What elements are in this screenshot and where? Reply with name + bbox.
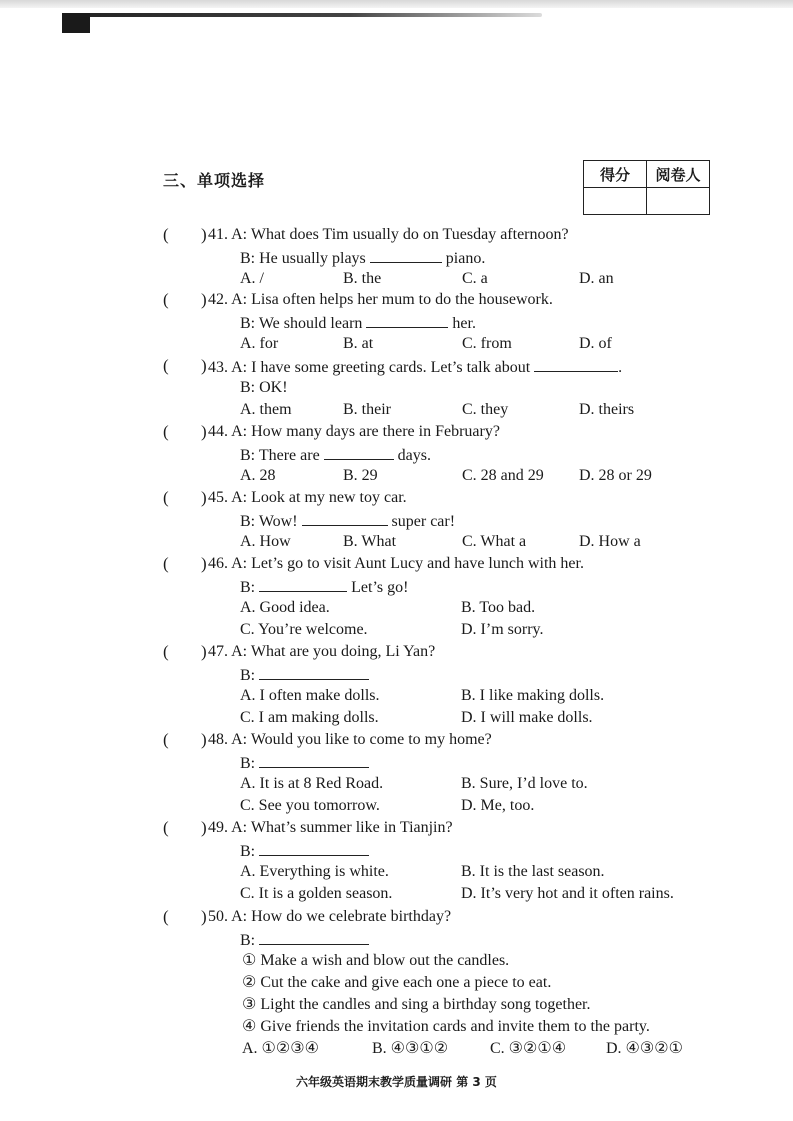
question-line-a: [208, 817, 453, 839]
option-b[interactable]: B. at: [343, 335, 374, 352]
answer-parentheses[interactable]: ( ): [163, 422, 207, 441]
question-line-b: [240, 575, 408, 597]
option-c[interactable]: C. 28 and 29: [462, 467, 544, 484]
response-prefix: B:: [240, 667, 256, 684]
question-line-b: [240, 663, 373, 685]
question-line-a: [208, 906, 451, 928]
question-number: 50.: [208, 908, 228, 925]
option-b[interactable]: B. It is the last season.: [461, 863, 605, 880]
answer-parentheses[interactable]: ( ): [163, 730, 207, 749]
response-suffix: days.: [397, 447, 431, 464]
option-d[interactable]: D. How a: [579, 533, 641, 550]
option-d[interactable]: D. ④③②①: [606, 1040, 683, 1057]
option-a[interactable]: A. 28: [240, 467, 276, 484]
option-d[interactable]: D. I will make dolls.: [461, 709, 593, 726]
answer-blank[interactable]: [259, 839, 369, 856]
response-prefix: B: He usually plays: [240, 250, 366, 267]
option-c[interactable]: C. from: [462, 335, 512, 352]
answer-parentheses[interactable]: ( ): [163, 356, 207, 375]
option-d[interactable]: D. theirs: [579, 401, 635, 418]
question-line-a: [208, 289, 553, 311]
response-prefix: B:: [240, 843, 256, 860]
response-suffix: piano.: [445, 250, 486, 267]
answer-blank[interactable]: [370, 246, 442, 263]
option-b[interactable]: B. Too bad.: [461, 599, 536, 616]
option-a[interactable]: A. them: [240, 401, 292, 418]
question-prompt: A: Lisa often helps her mum to do the housework.: [231, 291, 553, 308]
answer-parentheses[interactable]: ( ): [163, 290, 207, 309]
question-prompt: A: What are you doing, Li Yan?: [231, 643, 436, 660]
question-prompt: A: Look at my new toy car.: [231, 489, 407, 506]
answer-parentheses[interactable]: ( ): [163, 225, 207, 244]
section-title: 三、单项选择: [163, 171, 266, 190]
response-prefix: B: We should learn: [240, 315, 363, 332]
question-prompt: A: Would you like to come to my home?: [231, 731, 492, 748]
option-b[interactable]: B. What: [343, 533, 397, 550]
option-c[interactable]: C. What a: [462, 533, 527, 550]
response-suffix: Let’s go!: [351, 579, 409, 596]
answer-blank[interactable]: [259, 575, 347, 592]
response-prefix: B: There are: [240, 447, 320, 464]
answer-blank[interactable]: [324, 443, 394, 460]
question-prompt: A: How do we celebrate birthday?: [231, 908, 452, 925]
question-prompt: A: What does Tim usually do on Tuesday afternoon?: [231, 226, 569, 243]
option-b[interactable]: B. ④③①②: [372, 1040, 449, 1057]
answer-parentheses[interactable]: ( ): [163, 554, 207, 573]
response-prefix: B:: [240, 932, 256, 949]
question-line-b: [240, 751, 373, 773]
question-line-a: [208, 729, 492, 751]
question-line-b: [240, 839, 373, 861]
option-d[interactable]: D. I’m sorry.: [461, 621, 544, 638]
answer-parentheses[interactable]: ( ): [163, 907, 207, 926]
answer-blank[interactable]: [534, 355, 618, 372]
response-prefix: B:: [240, 579, 256, 596]
question-line-a: [208, 224, 569, 246]
answer-parentheses[interactable]: ( ): [163, 818, 207, 837]
answer-blank[interactable]: [366, 311, 448, 328]
option-d[interactable]: D. an: [579, 270, 614, 287]
option-c[interactable]: C. It is a golden season.: [240, 885, 393, 902]
step-item: ② Cut the cake and give each one a piece to eat.: [242, 974, 552, 991]
question-number: 49.: [208, 819, 228, 836]
question-prompt: A: I have some greeting cards. Let’s talk about: [231, 359, 531, 376]
question-line-b: [240, 509, 455, 531]
option-a[interactable]: A. I often make dolls.: [240, 687, 380, 704]
option-c[interactable]: C. See you tomorrow.: [240, 797, 380, 814]
question-line-b: [240, 443, 431, 465]
prompt-end: .: [618, 359, 623, 376]
question-number: 43.: [208, 359, 228, 376]
response-suffix: her.: [452, 315, 476, 332]
option-d[interactable]: D. It’s very hot and it often rains.: [461, 885, 674, 902]
question-line-a: [208, 487, 407, 509]
step-item: ③ Light the candles and sing a birthday song together.: [242, 996, 591, 1013]
question-line-a: [208, 355, 622, 377]
question-line-a: [208, 641, 435, 663]
question-line-b: [240, 311, 476, 333]
answer-blank[interactable]: [302, 509, 388, 526]
option-a[interactable]: A. Everything is white.: [240, 863, 389, 880]
option-a[interactable]: A. Good idea.: [240, 599, 330, 616]
response-prefix: B: OK!: [240, 379, 288, 396]
step-item: ④ Give friends the invitation cards and invite them to the party.: [242, 1018, 650, 1035]
question-prompt: A: Let’s go to visit Aunt Lucy and have lunch with her.: [231, 555, 584, 572]
question-number: 45.: [208, 489, 228, 506]
question-number: 44.: [208, 423, 228, 440]
option-a[interactable]: A. for: [240, 335, 279, 352]
question-line-b: [240, 928, 373, 950]
option-d[interactable]: D. 28 or 29: [579, 467, 652, 484]
question-number: 48.: [208, 731, 228, 748]
option-c[interactable]: C. a: [462, 270, 488, 287]
question-number: 47.: [208, 643, 228, 660]
option-a[interactable]: A. /: [240, 270, 264, 287]
question-prompt: A: How many days are there in February?: [231, 423, 500, 440]
option-b[interactable]: B. I like making dolls.: [461, 687, 605, 704]
response-prefix: B:: [240, 755, 256, 772]
question-number: 42.: [208, 291, 228, 308]
question-number: 41.: [208, 226, 228, 243]
option-d[interactable]: D. of: [579, 335, 612, 352]
answer-blank[interactable]: [259, 928, 369, 945]
answer-blank[interactable]: [259, 751, 369, 768]
page-footer: 六年级英语期末教学质量调研 第 3 页: [296, 1075, 497, 1089]
question-line-b: [240, 246, 485, 268]
answer-blank[interactable]: [259, 663, 369, 680]
option-d[interactable]: D. Me, too.: [461, 797, 535, 814]
answer-parentheses[interactable]: ( ): [163, 488, 207, 507]
score-label: 得分: [584, 161, 647, 188]
option-c[interactable]: C. I am making dolls.: [240, 709, 379, 726]
step-item: ① Make a wish and blow out the candles.: [242, 952, 510, 969]
option-b[interactable]: B. the: [343, 270, 382, 287]
question-line-a: [208, 421, 500, 443]
option-c[interactable]: C. ③②①④: [490, 1040, 567, 1057]
answer-parentheses[interactable]: ( ): [163, 642, 207, 661]
response-prefix: B: Wow!: [240, 513, 298, 530]
question-line-b: [240, 377, 288, 399]
reviewer-label: 阅卷人: [647, 161, 710, 188]
question-number: 46.: [208, 555, 228, 572]
question-prompt: A: What’s summer like in Tianjin?: [231, 819, 453, 836]
option-c[interactable]: C. You’re welcome.: [240, 621, 368, 638]
question-line-a: [208, 553, 584, 575]
response-suffix: super car!: [391, 513, 456, 530]
option-b[interactable]: B. Sure, I’d love to.: [461, 775, 588, 792]
option-a[interactable]: A. It is at 8 Red Road.: [240, 775, 384, 792]
option-b[interactable]: B. their: [343, 401, 391, 418]
option-b[interactable]: B. 29: [343, 467, 378, 484]
option-a[interactable]: A. ①②③④: [242, 1040, 319, 1057]
option-c[interactable]: C. they: [462, 401, 509, 418]
option-a[interactable]: A. How: [240, 533, 291, 550]
